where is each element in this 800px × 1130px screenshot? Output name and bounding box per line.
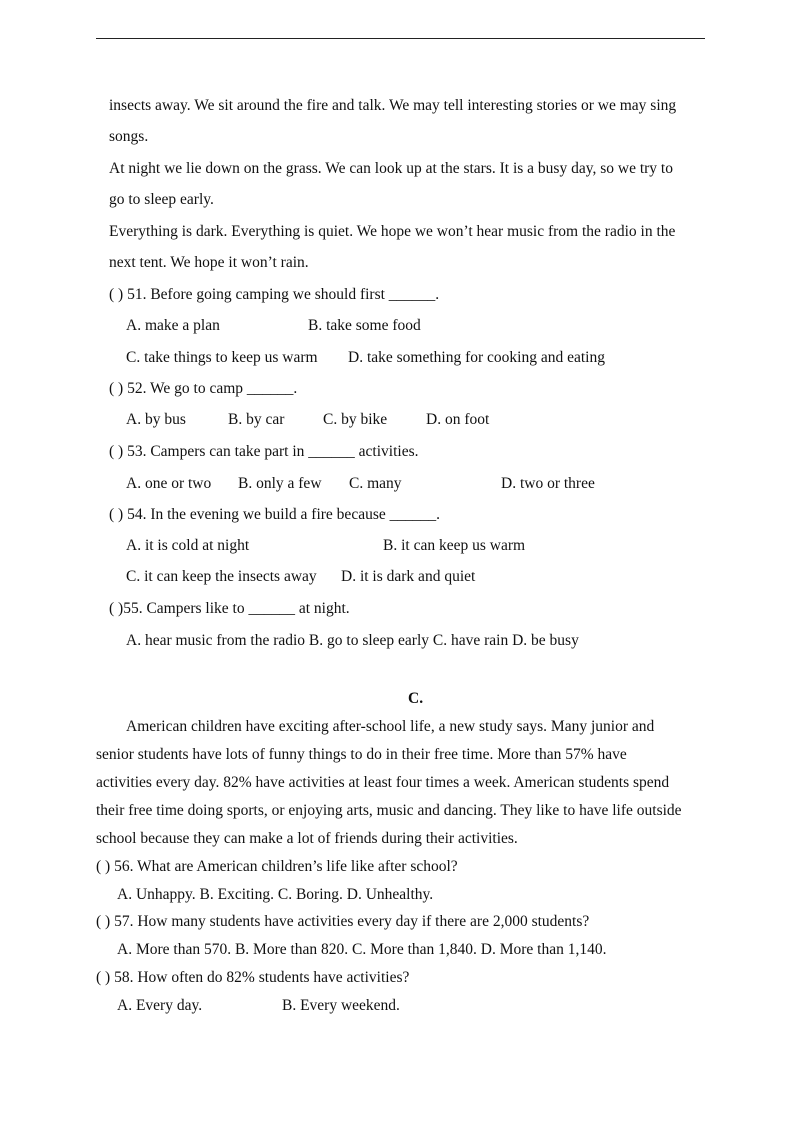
passage-line: Everything is dark. Everything is quiet. We hope we won’t hear music from the radio in the: [109, 223, 676, 240]
option: A. by bus: [126, 411, 186, 428]
option: A. Unhappy. B. Exciting. C. Boring. D. Unhealthy.: [117, 886, 434, 903]
header-rule: [96, 38, 705, 39]
option: A. More than 570. B. More than 820. C. More than 1,840. D. More than 1,140.: [117, 941, 607, 958]
question-stem: ( ) 51. Before going camping we should first ______.: [109, 286, 440, 303]
option: A. hear music from the radio B. go to sleep early C. have rain D. be busy: [126, 632, 579, 649]
passage-line: songs.: [109, 128, 149, 145]
option: B. take some food: [308, 317, 421, 334]
option: C. many: [349, 475, 402, 492]
question-stem: ( )55. Campers like to ______ at night.: [109, 600, 350, 617]
option: B. only a few: [238, 475, 322, 492]
option: C. take things to keep us warm: [126, 349, 318, 366]
option: D. two or three: [501, 475, 595, 492]
option: B. by car: [228, 411, 285, 428]
passage-line: American children have exciting after-school life, a new study says. Many junior and: [126, 718, 655, 735]
question-stem: ( ) 54. In the evening we build a fire because ______.: [109, 506, 440, 523]
question-stem: ( ) 56. What are American children’s life like after school?: [96, 858, 458, 875]
passage-line: insects away. We sit around the fire and talk. We may tell interesting stories or we may sing: [109, 97, 677, 114]
passage-line: go to sleep early.: [109, 191, 214, 208]
question-stem: ( ) 53. Campers can take part in ______ activities.: [109, 443, 419, 460]
option: C. by bike: [323, 411, 388, 428]
passage-line: next tent. We hope it won’t rain.: [109, 254, 309, 271]
question-stem: ( ) 57. How many students have activities every day if there are 2,000 students?: [96, 913, 590, 930]
passage-line: At night we lie down on the grass. We can look up at the stars. It is a busy day, so we try to: [109, 160, 673, 177]
option: A. it is cold at night: [126, 537, 250, 554]
section-heading: C.: [408, 690, 424, 707]
option: D. on foot: [426, 411, 490, 428]
option: D. take something for cooking and eating: [348, 349, 605, 366]
passage-line: school because they can make a lot of friends during their activities.: [96, 830, 518, 847]
passage-line: senior students have lots of funny things to do in their free time. More than 57% have: [96, 746, 627, 763]
question-stem: ( ) 52. We go to camp ______.: [109, 380, 298, 397]
option: B. it can keep us warm: [383, 537, 526, 554]
passage-line: their free time doing sports, or enjoying arts, music and dancing. They like to have life outside: [96, 802, 682, 819]
option: D. it is dark and quiet: [341, 568, 476, 585]
passage-line: activities every day. 82% have activities at least four times a week. American students spend: [96, 774, 670, 791]
option: B. Every weekend.: [282, 997, 400, 1014]
option: A. Every day.: [117, 997, 203, 1014]
question-stem: ( ) 58. How often do 82% students have activities?: [96, 969, 410, 986]
option: A. make a plan: [126, 317, 220, 334]
option: A. one or two: [126, 475, 212, 492]
option: C. it can keep the insects away: [126, 568, 317, 585]
